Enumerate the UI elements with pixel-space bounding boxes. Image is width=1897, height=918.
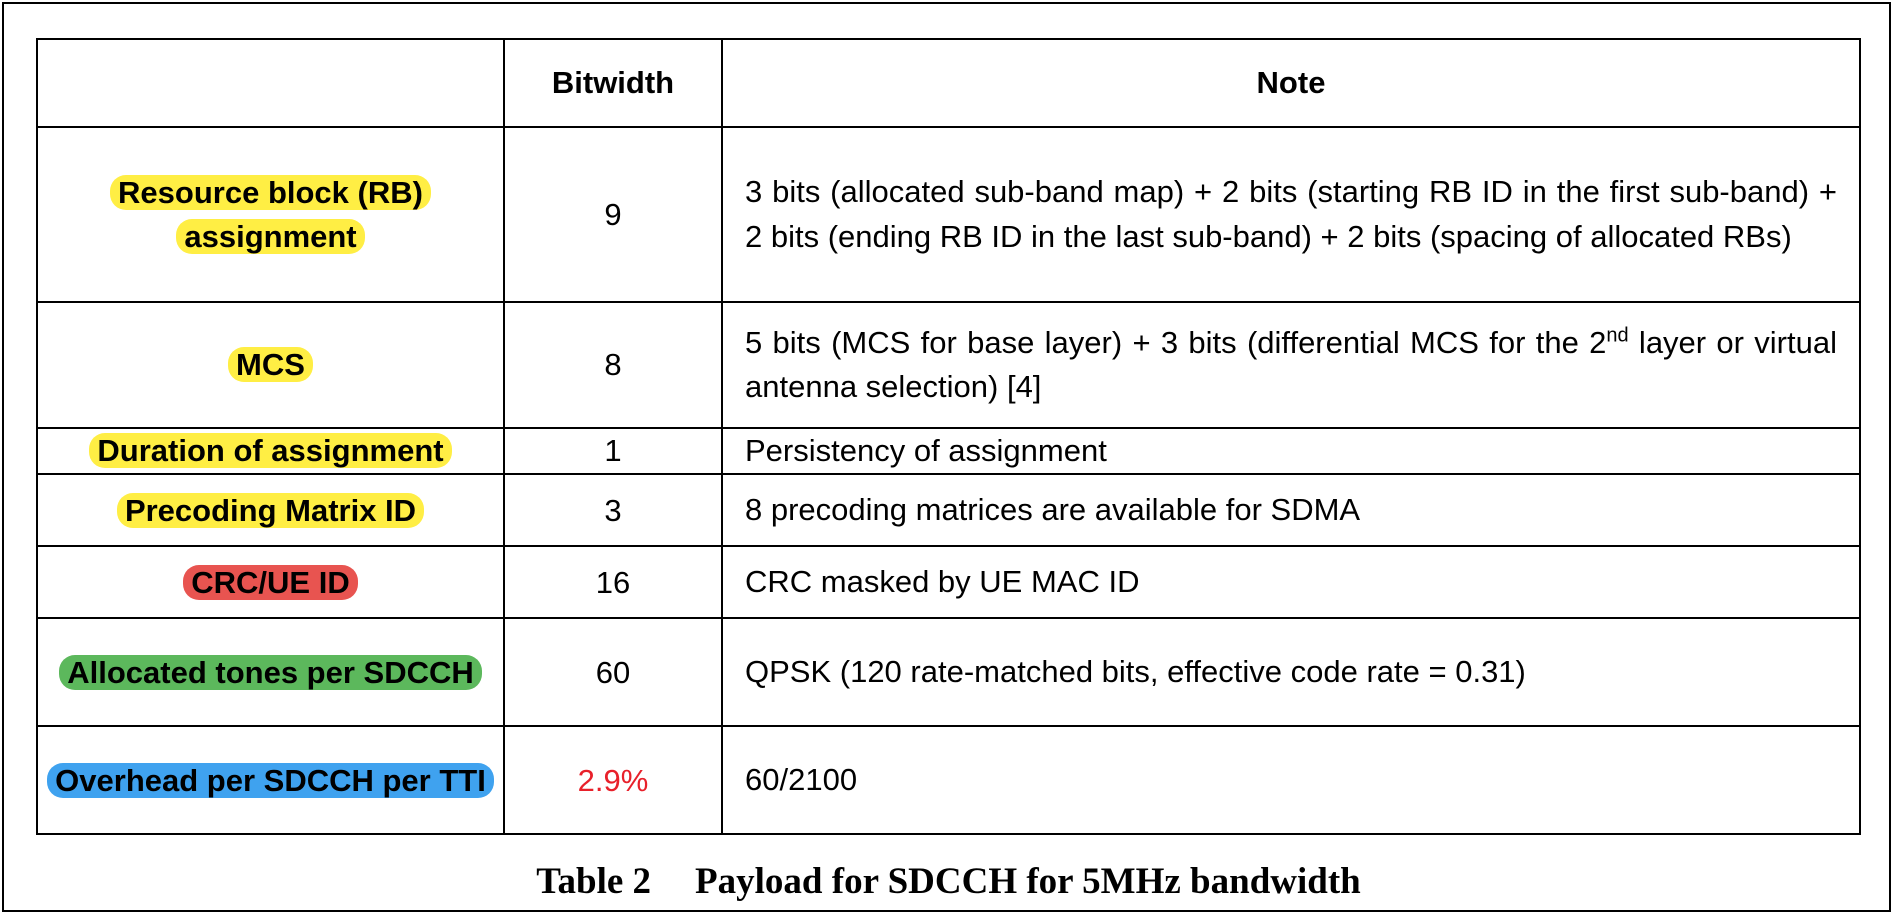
row-label: Duration of assignment [89, 433, 451, 468]
bitwidth-value: 16 [504, 546, 722, 618]
note-text: CRC masked by UE MAC ID [722, 546, 1860, 618]
bitwidth-value: 60 [504, 618, 722, 726]
note-text: 3 bits (allocated sub-band map) + 2 bits (starting RB ID in the first sub-band) + 2 bits (ending RB ID in the last sub-band) + 2 bits (spacing of allocated RBs) [722, 127, 1860, 302]
table-row [37, 474, 1860, 546]
table-row [37, 618, 1860, 726]
table-row [37, 428, 1860, 474]
row-label-cell [37, 302, 504, 428]
caption-title: Payload for SDCCH for 5MHz bandwidth [695, 861, 1361, 902]
table-caption [0, 860, 1897, 903]
bitwidth-value: 9 [504, 127, 722, 302]
row-label-cell [37, 127, 504, 302]
bitwidth-value: 1 [504, 428, 722, 474]
bitwidth-value: 3 [504, 474, 722, 546]
note-text [722, 302, 1860, 428]
row-label: Overhead per SDCCH per TTI [47, 763, 494, 798]
header-row [37, 39, 1860, 127]
note-superscript: nd [1606, 324, 1629, 347]
row-label: Allocated tones per SDCCH [59, 655, 482, 690]
row-label: CRC/UE ID [183, 565, 357, 600]
row-label-cell [37, 546, 504, 618]
note-text: 60/2100 [722, 726, 1860, 834]
row-label-cell [37, 474, 504, 546]
table-row [37, 546, 1860, 618]
row-label-cell [37, 726, 504, 834]
note-text: Persistency of assignment [722, 428, 1860, 474]
header-note: Note [722, 39, 1860, 127]
note-text-rest: layer or virtual antenna selection) [4] [745, 324, 1837, 404]
payload-table [36, 38, 1861, 835]
row-label-cell [37, 618, 504, 726]
header-bitwidth: Bitwidth [504, 39, 722, 127]
table-row [37, 726, 1860, 834]
note-text: QPSK (120 rate-matched bits, effective code rate = 0.31) [722, 618, 1860, 726]
row-label-cell [37, 428, 504, 474]
bitwidth-value: 8 [504, 302, 722, 428]
row-label: MCS [228, 347, 313, 382]
table-row [37, 302, 1860, 428]
caption-number: Table 2 [536, 861, 652, 902]
note-text-main: 5 bits (MCS for base layer) + 3 bits (differential MCS for the 2 [745, 324, 1607, 360]
table-row [37, 127, 1860, 302]
row-label: Precoding Matrix ID [117, 493, 424, 528]
bitwidth-value: 2.9% [504, 726, 722, 834]
row-label: Resource block (RB) assignment [110, 175, 431, 253]
note-text: 8 precoding matrices are available for SDMA [722, 474, 1860, 546]
header-empty [37, 39, 504, 127]
